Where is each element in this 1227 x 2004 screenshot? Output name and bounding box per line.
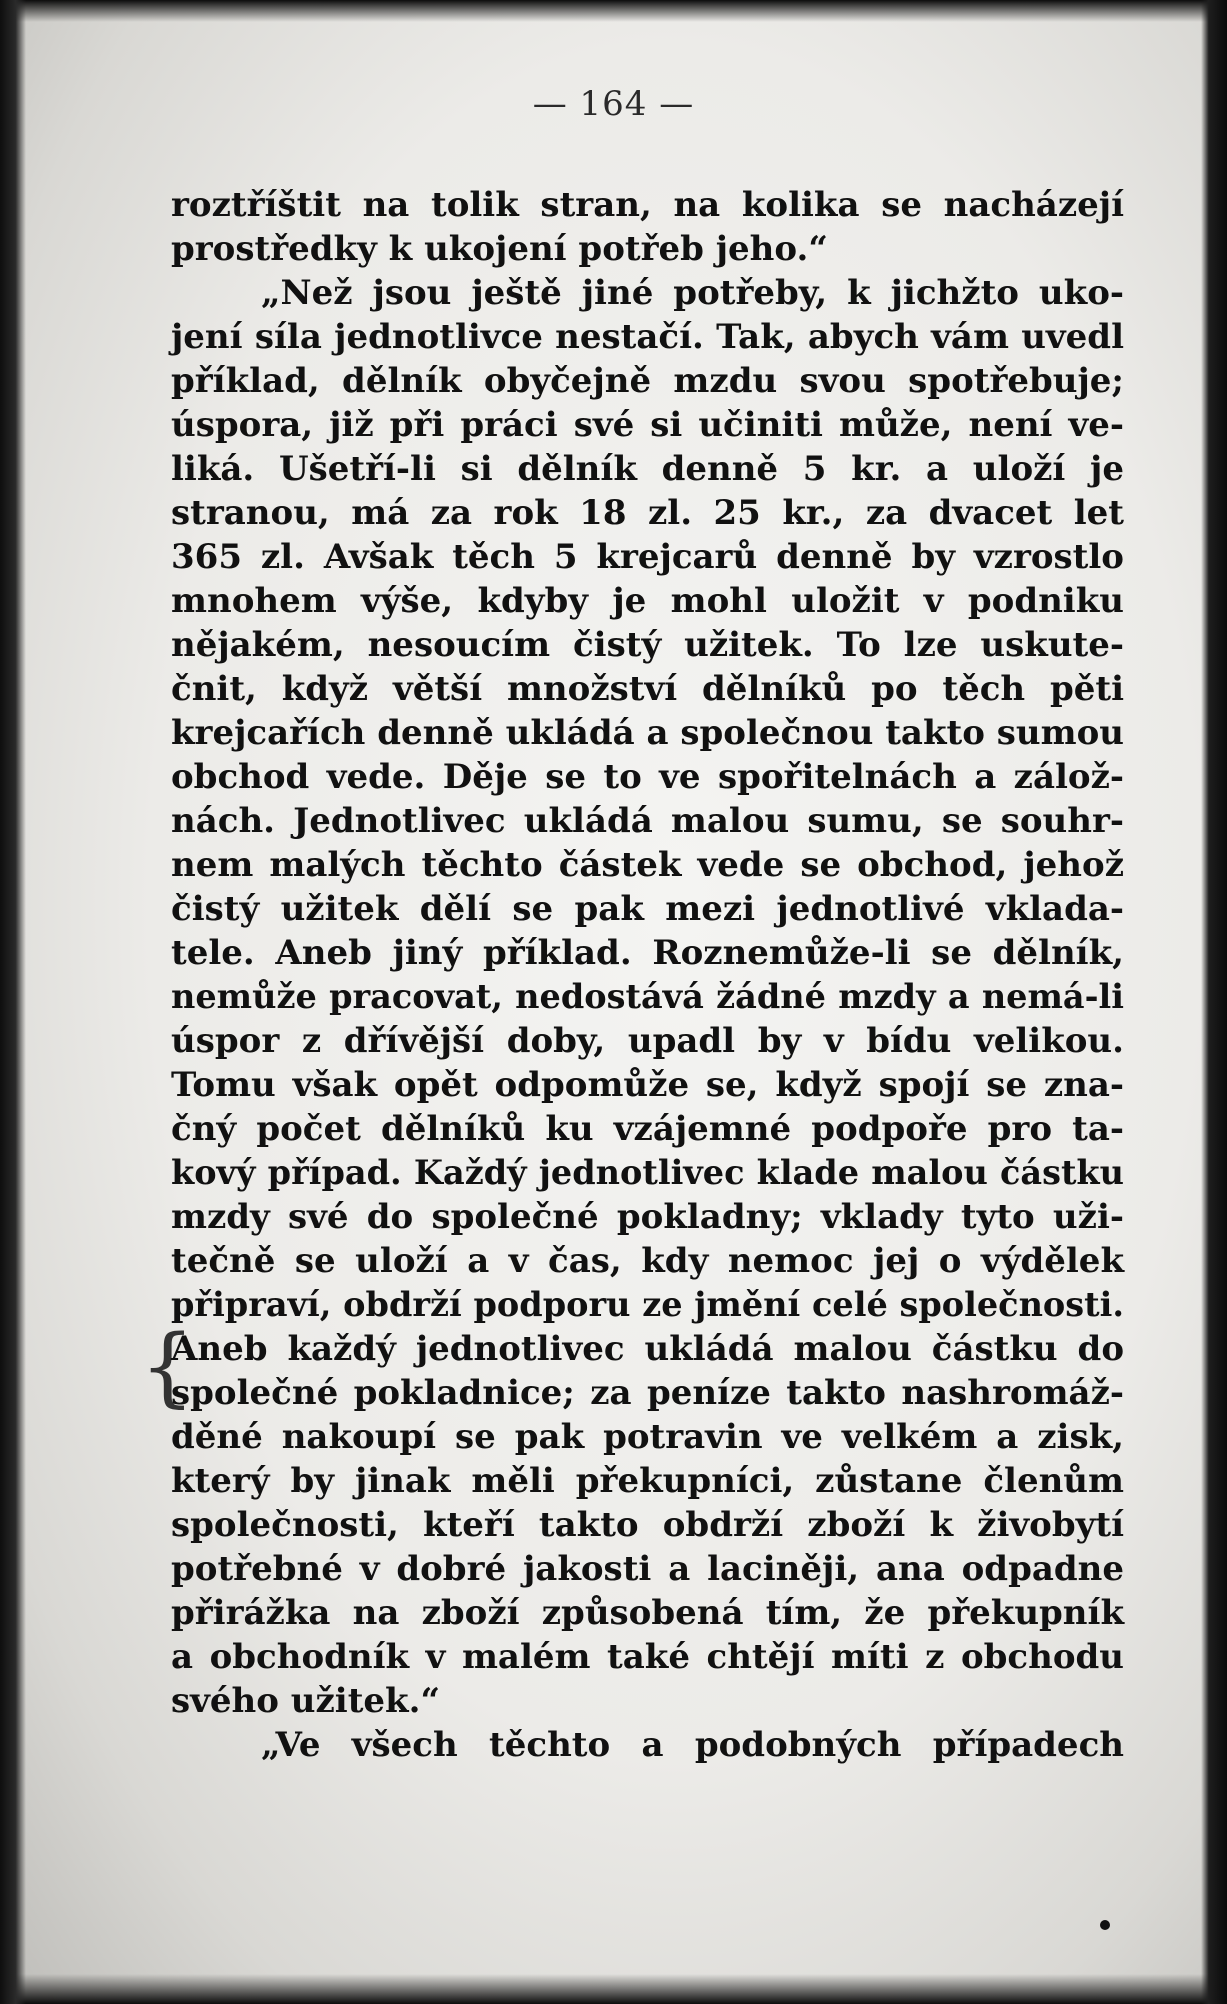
text-line: Tomu však opět odpomůže se, když spojí se zna- — [171, 1065, 1124, 1105]
text-line: svého užitek.“ — [171, 1681, 440, 1721]
text-line: nách. Jednotlivec ukládá malou sumu, se souhr- — [171, 801, 1124, 841]
text-line: nějakém, nesoucím čistý užitek. To lze uskute- — [171, 625, 1124, 665]
text-line: úspora, již při práci své si učiniti může, není ve- — [171, 405, 1124, 445]
text-line: a obchodník v malém také chtějí míti z obchodu — [171, 1637, 1124, 1677]
text-line: který by jinak měli překupníci, zůstane členům — [171, 1461, 1124, 1501]
text-line: tečně se uloží a v čas, kdy nemoc jej o výdělek — [171, 1241, 1124, 1281]
text-line: roztříštit na tolik stran, na kolika se nacházejí — [171, 185, 1124, 225]
page-edge-right — [1201, 0, 1227, 2004]
page-edge-top — [0, 0, 1227, 22]
text-line: společnosti, kteří takto obdrží zboží k živobytí — [171, 1505, 1124, 1545]
text-line: Aneb každý jednotlivec ukládá malou částku do — [171, 1329, 1124, 1369]
text-line: 365 zl. Avšak těch 5 krejcarů denně by vzrostlo — [171, 537, 1124, 577]
text-line: nem malých těchto částek vede se obchod, jehož — [171, 845, 1124, 885]
page-number: — 164 — — [532, 84, 695, 124]
margin-brace-mark: { — [140, 1317, 195, 1417]
text-line: přirážka na zboží způsobená tím, že překupník — [171, 1593, 1124, 1633]
text-line: společné pokladnice; za peníze takto nashromáž- — [171, 1373, 1124, 1413]
text-line: potřebné v dobré jakosti a laciněji, ana odpadne — [171, 1549, 1124, 1589]
page-edge-left — [0, 0, 26, 2004]
text-line: obchod vede. Děje se to ve spořitelnách a zálož- — [171, 757, 1124, 797]
text-line: mzdy své do společné pokladny; vklady tyto uži- — [171, 1197, 1124, 1237]
text-line: příklad, dělník obyčejně mzdu svou spotřebuje; — [171, 361, 1124, 401]
text-line: mnohem výše, kdyby je mohl uložit v podniku — [171, 581, 1124, 621]
text-line: připraví, obdrží podporu ze jmění celé společnosti. — [171, 1285, 1124, 1324]
text-line: úspor z dřívější doby, upadl by v bídu velikou. — [171, 1021, 1124, 1061]
text-line: nemůže pracovat, nedostává žádné mzdy a nemá-li — [171, 977, 1124, 1016]
ink-dot — [1100, 1920, 1110, 1930]
text-line: stranou, má za rok 18 zl. 25 kr., za dvacet let — [171, 493, 1124, 533]
text-line: čnit, když větší množství dělníků po těch pěti — [171, 669, 1124, 709]
text-line: „Ve všech těchto a podobných případech — [261, 1725, 1124, 1765]
text-line: čistý užitek dělí se pak mezi jednotlivé vklada- — [171, 889, 1124, 929]
page-edge-bottom — [0, 1974, 1227, 2004]
text-line: „Než jsou ještě jiné potřeby, k jichžto uko- — [261, 273, 1124, 313]
text-line: kový případ. Každý jednotlivec klade malou částku — [171, 1153, 1124, 1192]
text-line: čný počet dělníků ku vzájemné podpoře pro ta- — [171, 1109, 1124, 1149]
text-line: krejcařích denně ukládá a společnou takto sumou — [171, 713, 1124, 753]
text-line: liká. Ušetří-li si dělník denně 5 kr. a uloží je — [171, 449, 1124, 489]
text-line: jení síla jednotlivce nestačí. Tak, abych vám uvedl — [171, 317, 1124, 357]
text-line: děné nakoupí se pak potravin ve velkém a zisk, — [171, 1417, 1124, 1457]
body-text — [171, 183, 1124, 1767]
text-line: tele. Aneb jiný příklad. Roznemůže-li se dělník, — [171, 933, 1124, 973]
text-line: prostředky k ukojení potřeb jeho.“ — [171, 229, 828, 269]
